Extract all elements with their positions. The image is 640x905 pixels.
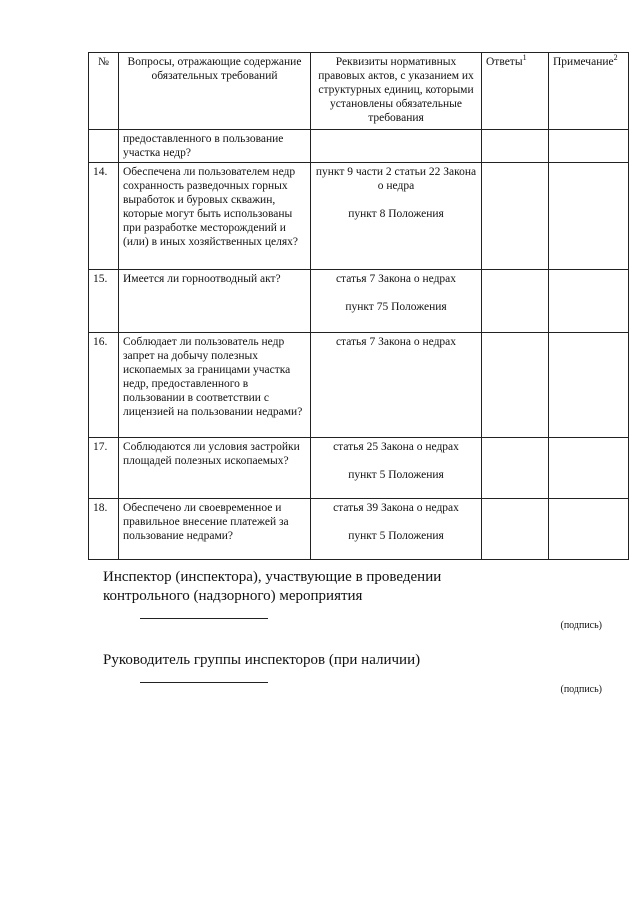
row-answer-cell <box>482 270 549 333</box>
header-answers: Ответы$^1$ <box>482 53 549 130</box>
table-row-continuation <box>89 130 629 163</box>
table-row <box>89 333 629 438</box>
row-note-cell <box>549 499 629 560</box>
row-answer-cell <box>482 163 549 270</box>
requisite-law: статья 25 Закона о недрах <box>333 441 459 453</box>
requisite-law: пункт 9 части 2 статьи 22 Закона о недра <box>315 166 477 192</box>
requisite-regulation: пункт 8 Положения <box>348 208 444 220</box>
row-question-cell: Обеспечено ли своевременное и правильное внесение платежей за пользование недрами? <box>119 499 311 560</box>
leader-signature-line <box>140 682 268 683</box>
row-question-cell: Имеется ли горноотводный акт? <box>119 270 311 333</box>
footnote-mark-2: 2 <box>613 53 618 63</box>
requisite-law: статья 39 Закона о недрах <box>333 502 459 514</box>
table-row <box>89 438 629 499</box>
requisite-law: статья 7 Закона о недрах <box>335 336 457 348</box>
requisite-law: статья 7 Закона о недрах <box>335 273 457 285</box>
inspector-signature-line <box>140 618 268 619</box>
row-answer-cell <box>482 438 549 499</box>
row-num-cell: 15. <box>89 270 119 333</box>
header-notes: Примечание$^2$ <box>549 53 629 130</box>
row-requisites-cell <box>311 130 482 163</box>
requisite-regulation: пункт 5 Положения <box>348 530 444 542</box>
inspector-signature-label: (подпись) <box>560 620 602 631</box>
inspector-caption-line-1: Инспектор (инспектора), участвующие в проведении <box>103 569 442 585</box>
row-note-cell <box>549 270 629 333</box>
row-num-cell: 18. <box>89 499 119 560</box>
row-note-cell <box>549 163 629 270</box>
requisite-regulation: пункт 5 Положения <box>348 469 444 481</box>
row-note-cell <box>549 438 629 499</box>
row-question-cell: Обеспечена ли пользователем недр сохранность разведочных горных выработок и буровых скважин, которые могут быть использованы при разработке месторождений и (или) в иных хозяйственных целях? <box>119 163 311 270</box>
row-answer-cell <box>482 333 549 438</box>
row-num-cell: 16. <box>89 333 119 438</box>
row-requisites-cell <box>311 333 482 438</box>
inspector-caption-line-2: контрольного (надзорного) мероприятия <box>103 588 363 604</box>
row-requisites-cell <box>311 438 482 499</box>
row-note-cell <box>549 130 629 163</box>
leader-signature-label: (подпись) <box>560 684 602 695</box>
leader-caption: Руководитель группы инспекторов (при наличии) <box>103 652 421 668</box>
row-num-cell: 17. <box>89 438 119 499</box>
row-answer-cell <box>482 499 549 560</box>
row-requisites-cell <box>311 163 482 270</box>
header-num: № <box>89 53 119 130</box>
row-requisites-cell <box>311 499 482 560</box>
header-questions: Вопросы, отражающие содержание обязательных требований <box>119 53 311 130</box>
row-requisites-cell <box>311 270 482 333</box>
table-header-row <box>89 53 629 130</box>
table-row <box>89 270 629 333</box>
row-question-cell: Соблюдаются ли условия застройки площадей полезных ископаемых? <box>119 438 311 499</box>
row-question-cell: предоставленного в пользование участка недр? <box>119 130 311 163</box>
requisite-regulation: пункт 75 Положения <box>345 301 447 313</box>
header-requisites: Реквизиты нормативных правовых актов, с указанием их структурных единиц, которыми установлены обязательные требования <box>311 53 482 130</box>
row-answer-cell <box>482 130 549 163</box>
row-num-cell <box>89 130 119 163</box>
row-num-cell: 14. <box>89 163 119 270</box>
row-note-cell <box>549 333 629 438</box>
table-row <box>89 163 629 270</box>
row-question-cell: Соблюдает ли пользователь недр запрет на добычу полезных ископаемых за границами участка недр, предоставленного в пользовании в соответствии с лицензией на пользовании недрами? <box>119 333 311 438</box>
checklist-table <box>88 52 629 560</box>
footnote-mark-1: 1 <box>522 53 527 63</box>
table-row <box>89 499 629 560</box>
